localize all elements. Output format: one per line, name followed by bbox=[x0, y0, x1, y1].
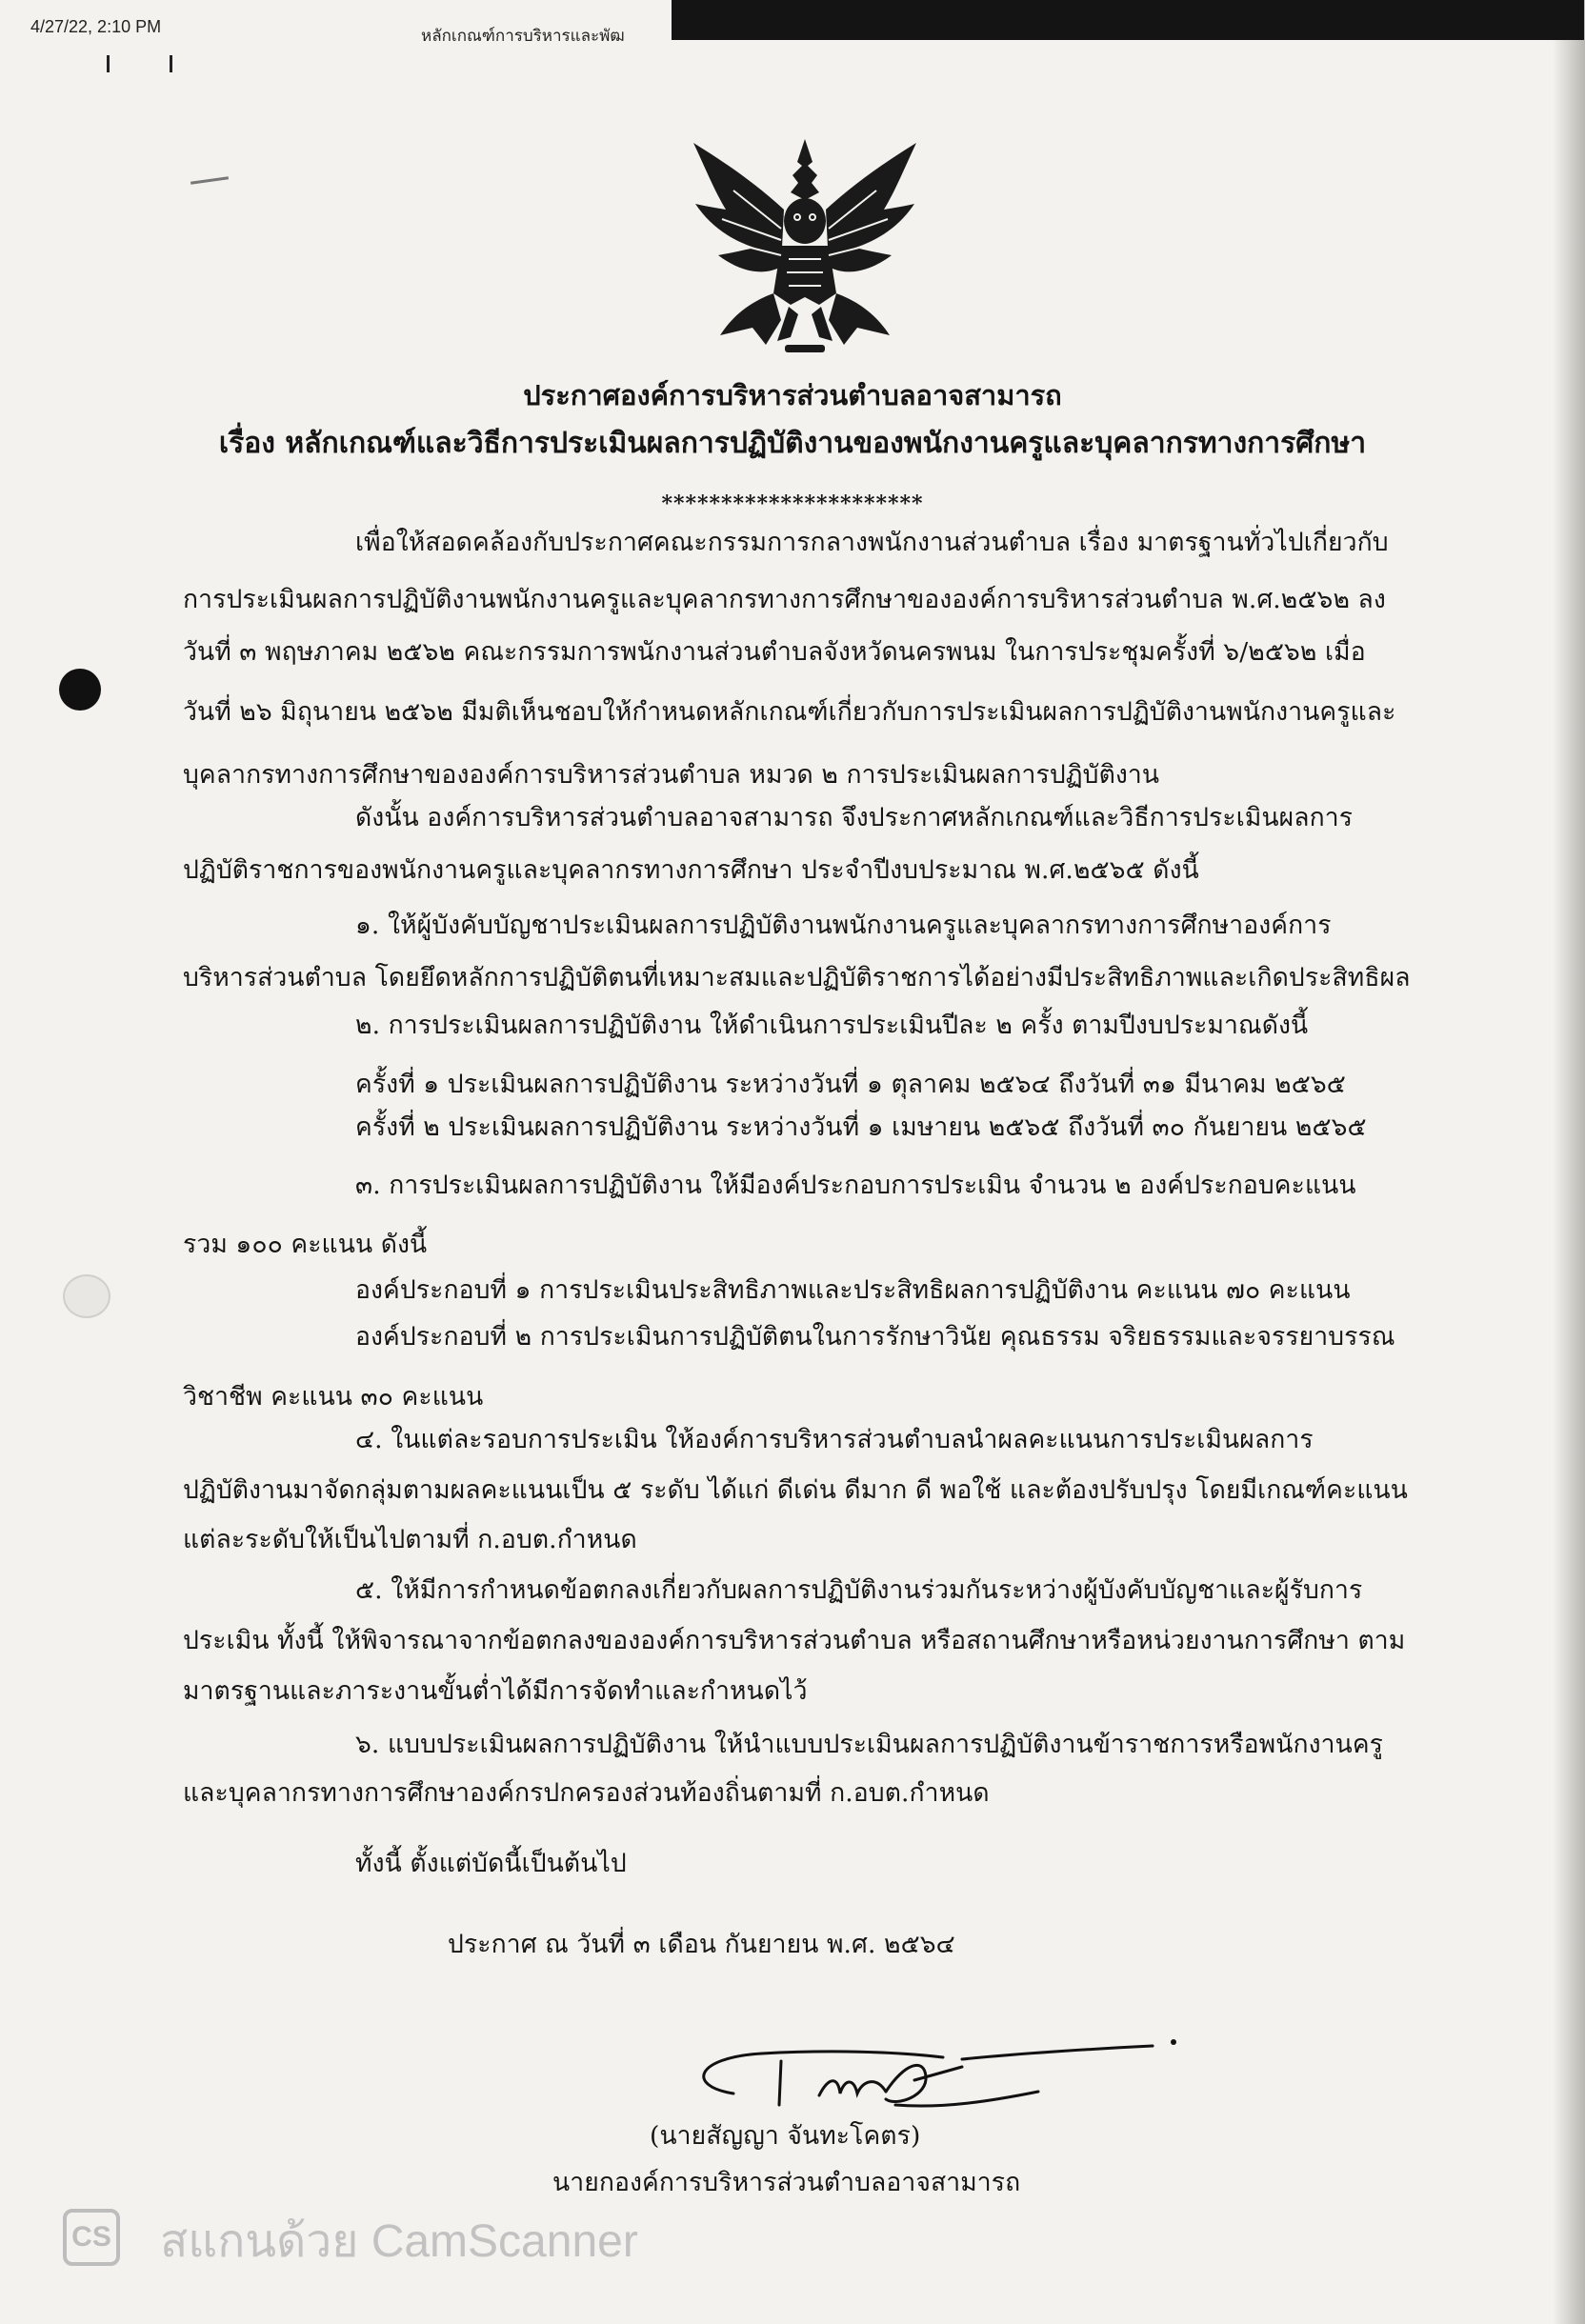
body-line: ครั้งที่ ๒ ประเมินผลการปฏิบัติงาน ระหว่างวันที่ ๑ เมษายน ๒๕๖๕ ถึงวันที่ ๓๐ กันยายน ๒๕๖๕ bbox=[355, 1112, 1367, 1142]
camscanner-watermark: สแกนด้วย CamScanner bbox=[160, 2216, 638, 2267]
body-line: ๔. ในแต่ละรอบการประเมิน ให้องค์การบริหารส่วนตำบลนำผลคะแนนการประเมินผลการ bbox=[355, 1425, 1314, 1454]
signatory-position: นายกองค์การบริหารส่วนตำบลอาจสามารถ bbox=[552, 2168, 1021, 2197]
print-doc-title: หลักเกณฑ์การบริหารและพัฒ bbox=[421, 27, 625, 46]
announcement-subject: เรื่อง หลักเกณฑ์และวิธีการประเมินผลการปฏิบัติงานของพนักงานครูและบุคลากรทางการศึกษา bbox=[218, 427, 1367, 460]
body-line: วันที่ ๒๖ มิถุนายน ๒๕๖๒ มีมติเห็นชอบให้กำหนดหลักเกณฑ์เกี่ยวกับการประเมินผลการปฏิบัติงานพนักงานครูและ bbox=[183, 697, 1396, 727]
camscanner-logo-icon: CS bbox=[63, 2209, 120, 2266]
title-rule: ********************** bbox=[661, 491, 924, 516]
print-datetime: 4/27/22, 2:10 PM bbox=[30, 17, 162, 36]
scan-mark bbox=[170, 55, 172, 72]
body-line: การประเมินผลการปฏิบัติงานพนักงานครูและบุคลากรทางการศึกษาขององค์การบริหารส่วนตำบล พ.ศ.๒๕๖๒ ลง bbox=[183, 585, 1386, 614]
body-line: วิชาชีพ คะแนน ๓๐ คะแนน bbox=[183, 1382, 484, 1412]
scan-smudge bbox=[191, 176, 229, 185]
handwritten-signature bbox=[676, 2038, 1181, 2124]
effective-clause: ทั้งนี้ ตั้งแต่บัดนี้เป็นต้นไป bbox=[355, 1849, 627, 1878]
body-line: วันที่ ๓ พฤษภาคม ๒๕๖๒ คณะกรรมการพนักงานส่วนตำบลจังหวัดนครพนม ในการประชุมครั้งที่ ๖/๒๕๖๒ เมื่อ bbox=[183, 637, 1366, 667]
body-line: องค์ประกอบที่ ๒ การประเมินการปฏิบัติตนในการรักษาวินัย คุณธรรม จริยธรรมและจรรยาบรรณ bbox=[355, 1322, 1395, 1352]
body-line: ประเมิน ทั้งนี้ ให้พิจารณาจากข้อตกลงขององค์การบริหารส่วนตำบล หรือสถานศึกษาหรือหน่วยงานการศึกษา ตาม bbox=[183, 1626, 1406, 1655]
garuda-emblem bbox=[686, 133, 924, 357]
body-line: ครั้งที่ ๑ ประเมินผลการปฏิบัติงาน ระหว่างวันที่ ๑ ตุลาคม ๒๕๖๔ ถึงวันที่ ๓๑ มีนาคม ๒๕๖๕ bbox=[355, 1070, 1346, 1099]
body-line: ๕. ให้มีการกำหนดข้อตกลงเกี่ยวกับผลการปฏิบัติงานร่วมกันระหว่างผู้บังคับบัญชาและผู้รับการ bbox=[355, 1575, 1363, 1605]
body-line: ๒. การประเมินผลการปฏิบัติงาน ให้ดำเนินการประเมินปีละ ๒ ครั้ง ตามปีงบประมาณดังนี้ bbox=[355, 1011, 1309, 1040]
body-line: บริหารส่วนตำบล โดยยึดหลักการปฏิบัติตนที่เหมาะสมและปฏิบัติราชการได้อย่างมีประสิทธิภาพและเกิดประสิทธิผล bbox=[183, 963, 1411, 992]
body-line: แต่ละระดับให้เป็นไปตามที่ ก.อบต.กำหนด bbox=[183, 1525, 637, 1554]
announcement-date: ประกาศ ณ วันที่ ๓ เดือน กันยายน พ.ศ. ๒๕๖๔ bbox=[448, 1930, 955, 1959]
body-line: ๓. การประเมินผลการปฏิบัติงาน ให้มีองค์ประกอบการประเมิน จำนวน ๒ องค์ประกอบคะแนน bbox=[355, 1171, 1356, 1200]
body-line: ๑. ให้ผู้บังคับบัญชาประเมินผลการปฏิบัติงานพนักงานครูและบุคลากรทางการศึกษาองค์การ bbox=[355, 911, 1332, 940]
body-line: ดังนั้น องค์การบริหารส่วนตำบลอาจสามารถ จึงประกาศหลักเกณฑ์และวิธีการประเมินผลการ bbox=[355, 803, 1354, 832]
body-line: บุคลากรทางการศึกษาขององค์การบริหารส่วนตำบล หมวด ๒ การประเมินผลการปฏิบัติงาน bbox=[183, 760, 1160, 790]
scan-mark bbox=[107, 55, 110, 72]
body-line: องค์ประกอบที่ ๑ การประเมินประสิทธิภาพและประสิทธิผลการปฏิบัติงาน คะแนน ๗๐ คะแนน bbox=[355, 1275, 1351, 1305]
body-line: มาตรฐานและภาระงานขั้นต่ำได้มีการจัดทำและกำหนดไว้ bbox=[183, 1676, 808, 1706]
punch-hole bbox=[59, 669, 101, 711]
body-line: และบุคลากรทางการศึกษาองค์กรปกครองส่วนท้องถิ่นตามที่ ก.อบต.กำหนด bbox=[183, 1778, 990, 1808]
body-line: ปฏิบัติราชการของพนักงานครูและบุคลากรทางการศึกษา ประจำปีงบประมาณ พ.ศ.๒๕๖๕ ดังนี้ bbox=[183, 855, 1199, 885]
announcement-title: ประกาศองค์การบริหารส่วนตำบลอาจสามารถ bbox=[523, 379, 1062, 411]
body-line: เพื่อให้สอดคล้องกับประกาศคณะกรรมการกลางพนักงานส่วนตำบล เรื่อง มาตรฐานทั่วไปเกี่ยวกับ bbox=[355, 528, 1389, 557]
signatory-name: (นายสัญญา จันทะโคตร) bbox=[650, 2121, 921, 2151]
scan-page-edge-shadow bbox=[1553, 0, 1585, 2324]
scan-dark-border bbox=[672, 0, 1584, 40]
body-line: ปฏิบัติงานมาจัดกลุ่มตามผลคะแนนเป็น ๕ ระดับ ได้แก่ ดีเด่น ดีมาก ดี พอใช้ และต้องปรับปรุง โดยมีเกณฑ์คะแนน bbox=[183, 1475, 1408, 1505]
punch-hole bbox=[63, 1274, 110, 1318]
body-line: รวม ๑๐๐ คะแนน ดังนี้ bbox=[183, 1230, 428, 1259]
body-line: ๖. แบบประเมินผลการปฏิบัติงาน ให้นำแบบประเมินผลการปฏิบัติงานข้าราชการหรือพนักงานครู bbox=[355, 1730, 1384, 1759]
